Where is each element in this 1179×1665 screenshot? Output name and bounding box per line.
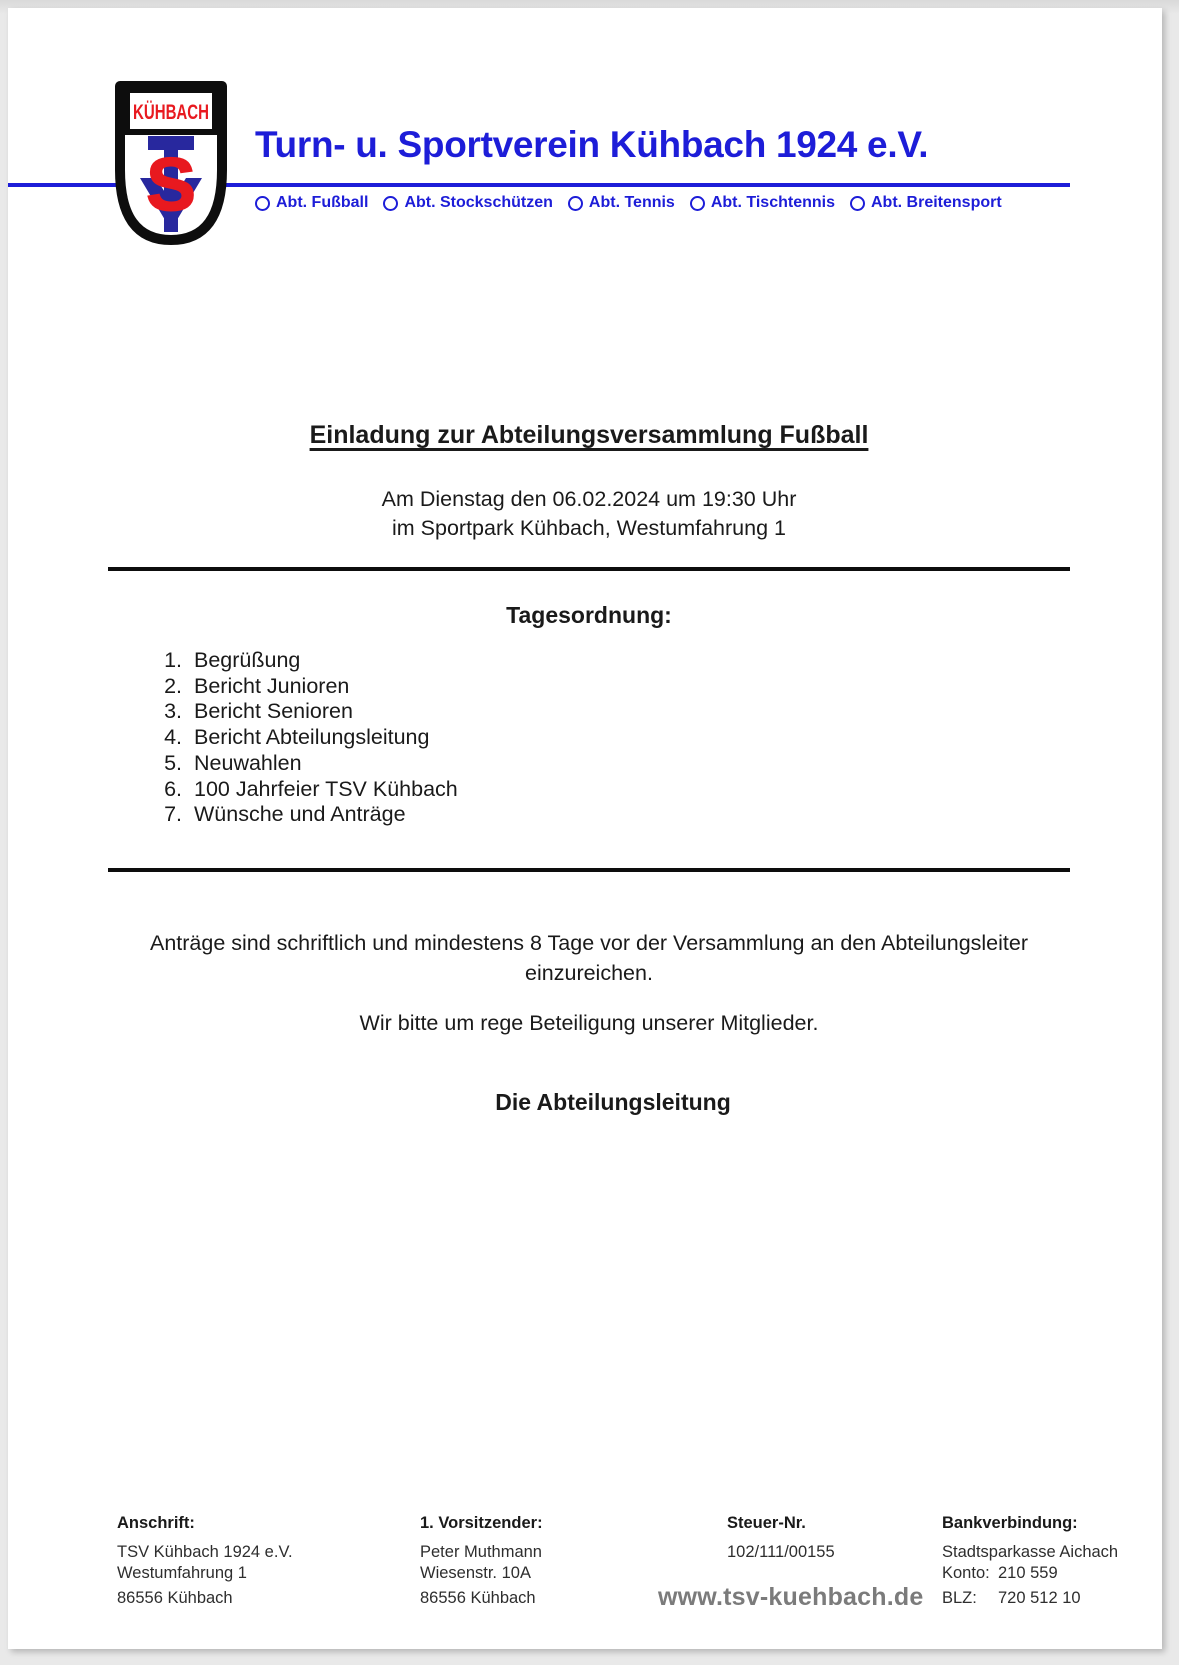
- footer-konto-value: 210 559: [998, 1564, 1058, 1582]
- agenda-item: 2. Bericht Junioren: [188, 674, 458, 700]
- footer-label: 1. Vorsitzender:: [420, 1514, 543, 1532]
- footer-value: 86556 Kühbach: [117, 1589, 233, 1607]
- submission-note: [108, 928, 1070, 988]
- club-title: Turn- u. Sportverein Kühbach 1924 e.V.: [255, 124, 929, 165]
- department-label: Abt. Tennis: [588, 194, 675, 211]
- submission-note-line: einzureichen.: [525, 961, 653, 985]
- department-label: Abt. Fußball: [276, 194, 369, 211]
- department-label: Abt. Tischtennis: [710, 194, 835, 211]
- department-item-tennis: [568, 194, 675, 212]
- footer-konto-label: Konto:: [942, 1564, 990, 1582]
- footer-blz-value: 720 512 10: [998, 1589, 1081, 1607]
- meeting-date-block: [108, 485, 1070, 543]
- signature-line: Die Abteilungsleitung: [495, 1089, 731, 1115]
- participation-appeal: Wir bitte um rege Beteiligung unserer Mitglieder.: [359, 1011, 819, 1035]
- website-url: www.tsv-kuehbach.de: [658, 1583, 924, 1611]
- department-label: Abt. Stockschützen: [404, 194, 553, 211]
- footer-value: TSV Kühbach 1924 e.V.: [117, 1543, 293, 1561]
- footer-value: Stadtsparkasse Aichach: [942, 1543, 1119, 1561]
- tsv-shield-icon: [110, 80, 232, 247]
- footer-blz-row: [942, 1589, 1081, 1608]
- footer-label: Bankverbindung:: [942, 1514, 1078, 1532]
- circle-bullet-icon: [383, 196, 398, 211]
- agenda-item: 6. 100 Jahrfeier TSV Kühbach: [188, 777, 458, 803]
- meeting-location-line: im Sportpark Kühbach, Westumfahrung 1: [392, 516, 786, 540]
- agenda-item: 1. Begrüßung: [188, 648, 458, 674]
- document-heading: Einladung zur Abteilungsversammlung Fußball: [309, 421, 869, 449]
- agenda-item: 7. Wünsche und Anträge: [188, 802, 458, 828]
- footer-konto-row: [942, 1564, 1058, 1583]
- agenda-item: 5. Neuwahlen: [188, 751, 458, 777]
- agenda-item: 3. Bericht Senioren: [188, 699, 458, 725]
- document-page: [8, 8, 1162, 1649]
- footer-value: 102/111/00155: [727, 1543, 835, 1561]
- footer-value: 86556 Kühbach: [420, 1589, 536, 1607]
- agenda-title: Tagesordnung:: [506, 602, 672, 628]
- department-item-stockschuetzen: [383, 194, 552, 212]
- section-divider-top: [108, 567, 1070, 571]
- footer-value: Peter Muthmann: [420, 1543, 542, 1561]
- tsv-monogram: [140, 136, 202, 232]
- circle-bullet-icon: [690, 196, 705, 211]
- footer-value: Wiesenstr. 10A: [420, 1564, 531, 1582]
- department-list: [255, 194, 1045, 212]
- meeting-date-line: Am Dienstag den 06.02.2024 um 19:30 Uhr: [381, 487, 797, 511]
- footer-value: Westumfahrung 1: [117, 1564, 247, 1582]
- circle-bullet-icon: [255, 196, 270, 211]
- monogram-s: S: [146, 143, 196, 226]
- department-item-breitensport: [850, 194, 1002, 212]
- circle-bullet-icon: [568, 196, 583, 211]
- department-label: Abt. Breitensport: [871, 194, 1002, 211]
- department-item-fussball: [255, 194, 368, 212]
- agenda-item: 4. Bericht Abteilungsleitung: [188, 725, 458, 751]
- submission-note-line: Anträge sind schriftlich und mindestens 8 Tage vor der Versammlung an den Abteilungsleiter: [149, 931, 1029, 955]
- footer-blz-label: BLZ:: [942, 1589, 977, 1607]
- department-item-tischtennis: [690, 194, 835, 212]
- badge-text: KÜHBACH: [133, 101, 209, 124]
- section-divider-bottom: [108, 868, 1070, 872]
- footer-label: Steuer-Nr.: [727, 1514, 806, 1532]
- footer-label: Anschrift:: [117, 1514, 195, 1532]
- agenda-list: [108, 648, 458, 828]
- club-logo: [110, 80, 232, 247]
- circle-bullet-icon: [850, 196, 865, 211]
